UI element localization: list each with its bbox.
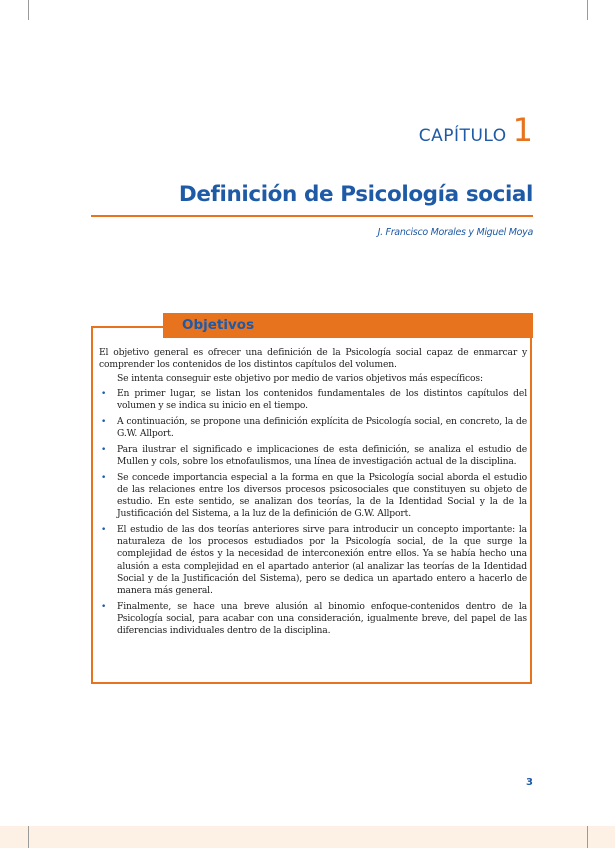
objectives-intro: El objetivo general es ofrecer una definición de la Psicología social capaz de enmarcar y comprender los contenidos de los distintos capítulos del volumen. <box>99 347 527 371</box>
title-rule <box>91 215 533 217</box>
list-item-text: A continuación, se propone una definición explícita de Psicología social, en concreto, la de G.W. Allport. <box>117 415 527 439</box>
crop-mark-bottom-right <box>587 826 588 848</box>
bottom-bleed-band <box>0 826 615 848</box>
bullet-icon: • <box>101 444 107 455</box>
list-item <box>99 524 527 597</box>
objectives-list <box>99 388 527 638</box>
bullet-icon: • <box>101 416 107 427</box>
list-item <box>99 601 527 638</box>
page-title: Definición de Psicología social <box>178 182 533 207</box>
list-item <box>99 416 527 440</box>
list-item-text: El estudio de las dos teorías anteriores sirve para introducir un concepto importante: la naturaleza de los procesos estudiados por la Psicología social, de la que surge la complejidad de éstos y la necesidad de interconexión entre ellos. Ya se había hecho una alusión a esta complejidad en el apartado anterior (al analizar las teorías de la Identidad Social y de la Justificación del Sistema), pero se dedica un apartado entero a hacerlo de manera más general. <box>117 524 527 597</box>
list-item-text: En primer lugar, se listan los contenidos fundamentales de los distintos capítulos del volumen y se indica su inicio en el tiempo. <box>117 387 527 411</box>
list-item <box>99 444 527 468</box>
chapter-word: CAPÍTULO <box>418 126 507 146</box>
objectives-lead: Se intenta conseguir este objetivo por medio de varios objetivos más específicos: <box>117 373 483 385</box>
bullet-icon: • <box>101 472 107 483</box>
page-number: 3 <box>526 777 533 788</box>
list-item <box>99 388 527 412</box>
crop-mark-top-left <box>28 0 29 20</box>
list-item-text: Finalmente, se hace una breve alusión al binomio enfoque-contenidos dentro de la Psicología social, para acabar con una consideración, igualmente breve, del papel de las diferencias individuales dentro de la disciplina. <box>117 600 527 637</box>
crop-mark-bottom-left <box>28 826 29 848</box>
chapter-label <box>418 111 533 149</box>
list-item-text: Para ilustrar el significado e implicaciones de esta definición, se analiza el estudio de Mullen y cols, sobre los etnofaulismos, una línea de investigación actual de la disciplina. <box>117 443 527 467</box>
chapter-number: 1 <box>512 111 533 149</box>
crop-mark-top-right <box>587 0 588 20</box>
bullet-icon: • <box>101 388 107 399</box>
list-item-text: Se concede importancia especial a la forma en que la Psicología social aborda el estudio de las relaciones entre los diversos procesos psicosociales que constituyen su objeto de estudio. En este sentido, se analizan dos teorías, la de la Identidad Social y la de la Justificación del Sistema, a la luz de la definición de G.W. Allport. <box>117 471 527 520</box>
objectives-heading: Objetivos <box>182 317 255 333</box>
bullet-icon: • <box>101 601 107 612</box>
list-item <box>99 472 527 521</box>
authors: J. Francisco Morales y Miguel Moya <box>377 227 533 238</box>
bullet-icon: • <box>101 525 107 536</box>
objectives-content <box>99 347 527 641</box>
